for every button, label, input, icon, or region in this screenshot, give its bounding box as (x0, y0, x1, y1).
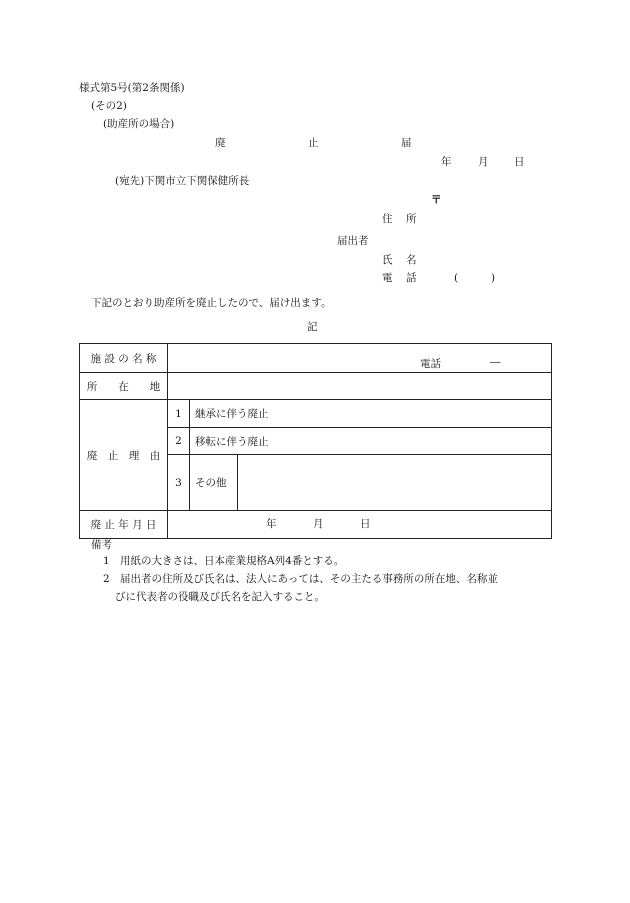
postal-mark: 〒 (431, 194, 442, 206)
form-subnumber: (その2) (91, 100, 127, 112)
reason-3-number: 3 (168, 455, 190, 511)
closure-day-label: 日 (360, 518, 371, 530)
note-2-number: 2 (103, 573, 110, 585)
reason-2-option[interactable]: 移転に伴う廃止 (190, 428, 552, 455)
closure-date-field[interactable] (168, 511, 552, 539)
note-1-number: 1 (103, 555, 110, 567)
facility-phone-label: 電話 (420, 358, 441, 370)
intro-sentence: 下記のとおり助産所を廃止したので、届け出ます。 (91, 297, 332, 309)
closure-month-label: 月 (313, 518, 324, 530)
reason-1-option[interactable]: 継承に伴う廃止 (190, 400, 552, 428)
location-label: 所 在 地 (80, 373, 168, 400)
reason-2-number: 2 (168, 428, 190, 455)
notifier-label: 届出者 (337, 235, 369, 247)
facility-name-field[interactable] (168, 344, 552, 373)
note-1-text: 用紙の大きさは、日本産業規格A列4番とする。 (120, 555, 345, 567)
facility-name-label: 施 設 の 名 称 (80, 344, 168, 373)
phone-label-1: 電 (382, 272, 393, 284)
addressee: (宛先)下関市立下関保健所長 (115, 175, 250, 187)
date-month-label: 月 (478, 156, 489, 168)
phone-label-2: 話 (406, 272, 417, 284)
address-label-1: 住 (382, 213, 393, 225)
reason-3-detail-field[interactable] (238, 455, 552, 511)
reason-1-number: 1 (168, 400, 190, 428)
name-label-2: 名 (406, 254, 417, 266)
title-char-2: 止 (308, 137, 319, 149)
closure-year-label: 年 (266, 518, 277, 530)
form-number: 様式第5号(第2条関係) (79, 82, 185, 94)
location-field[interactable] (168, 373, 552, 400)
note-2-text: 届出者の住所及び氏名は、法人にあっては、その主たる事務所の所在地、名称並 (120, 573, 498, 585)
address-label-2: 所 (406, 213, 417, 225)
phone-paren-open: ( (454, 272, 459, 284)
date-day-label: 日 (514, 156, 525, 168)
facility-phone-dash: ― (490, 356, 501, 368)
phone-paren-close: ) (491, 272, 496, 284)
title-char-1: 廃 (215, 137, 226, 149)
note-2-continuation: びに代表者の役職及び氏名を記入すること。 (115, 591, 325, 603)
reason-3-option[interactable]: その他 (190, 455, 238, 511)
notification-table (79, 343, 552, 539)
name-label-1: 氏 (382, 254, 393, 266)
date-year-label: 年 (441, 156, 452, 168)
reason-label: 廃 止 理 由 (80, 400, 168, 511)
title-char-3: 届 (401, 137, 412, 149)
notes-heading: 備考 (91, 539, 112, 551)
ki-label: 記 (307, 321, 318, 333)
form-case: (助産所の場合) (103, 118, 175, 130)
closure-date-label: 廃 止 年 月 日 (80, 511, 168, 539)
